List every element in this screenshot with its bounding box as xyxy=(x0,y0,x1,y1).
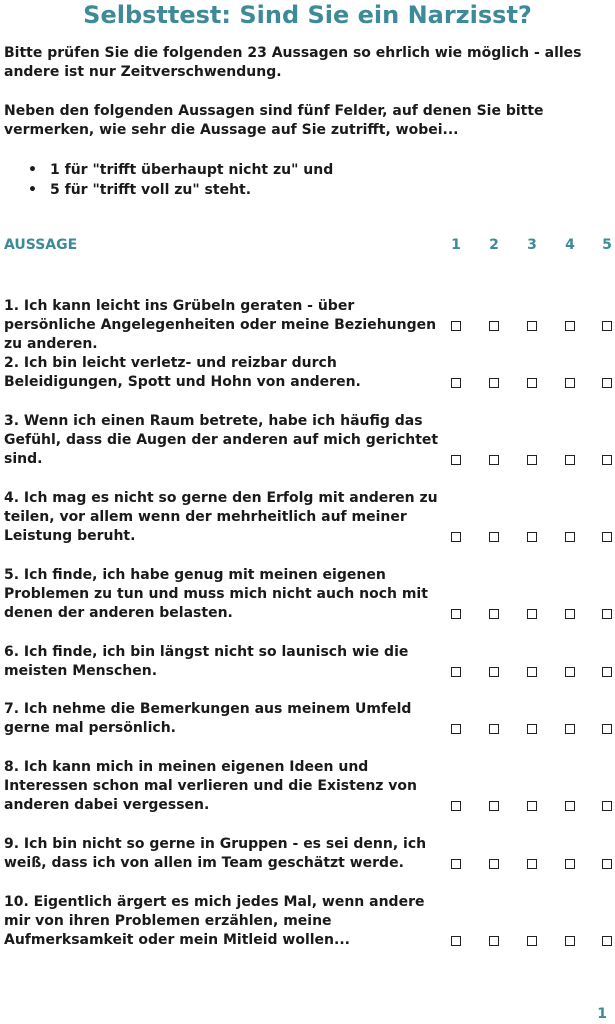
rating-checkbox-1[interactable] xyxy=(451,936,461,946)
rating-checkbox-3[interactable] xyxy=(527,724,537,734)
rating-checkbox-2[interactable] xyxy=(489,455,499,465)
page-number: 1 xyxy=(597,1006,607,1022)
scale-header-5: 5 xyxy=(602,237,612,253)
rating-checkbox-2[interactable] xyxy=(489,609,499,619)
statement-text: 5. Ich finde, ich habe genug mit meinen eigenen Problemen zu tun und muss mich nicht auch noch mit denen der anderen belasten. xyxy=(4,567,428,621)
rating-checkbox-4[interactable] xyxy=(565,378,575,388)
rating-checkbox-1[interactable] xyxy=(451,378,461,388)
scale-explanation-list xyxy=(28,160,333,200)
intro-paragraph-1: Bitte prüfen Sie die folgenden 23 Aussagen so ehrlich wie möglich - alles andere ist nur Zeitverschwendung. xyxy=(4,45,582,80)
statement-text: 10. Eigentlich ärgert es mich jedes Mal, wenn andere mir von ihren Problemen erzählen, meine Aufmerksamkeit oder mein Mitleid wollen... xyxy=(4,894,425,948)
rating-checkbox-5[interactable] xyxy=(602,378,612,388)
rating-checkbox-5[interactable] xyxy=(602,859,612,869)
rating-checkbox-1[interactable] xyxy=(451,609,461,619)
statement-text: 2. Ich bin leicht verletz- und reizbar durch Beleidigungen, Spott und Hohn von anderen. xyxy=(4,355,361,390)
rating-checkbox-2[interactable] xyxy=(489,378,499,388)
rating-checkbox-4[interactable] xyxy=(565,321,575,331)
rating-checkbox-3[interactable] xyxy=(527,532,537,542)
rating-checkbox-2[interactable] xyxy=(489,532,499,542)
rating-checkbox-3[interactable] xyxy=(527,859,537,869)
rating-checkbox-5[interactable] xyxy=(602,609,612,619)
table-header xyxy=(0,237,615,259)
scale-header-1: 1 xyxy=(451,237,461,253)
rating-checkbox-2[interactable] xyxy=(489,667,499,677)
statement-text: 7. Ich nehme die Bemerkungen aus meinem Umfeld gerne mal persönlich. xyxy=(4,701,412,736)
rating-checkbox-1[interactable] xyxy=(451,724,461,734)
rating-checkbox-4[interactable] xyxy=(565,609,575,619)
rating-checkbox-2[interactable] xyxy=(489,859,499,869)
rating-checkbox-4[interactable] xyxy=(565,859,575,869)
bullet-item: • 1 für "trifft überhaupt nicht zu" und xyxy=(28,160,333,180)
rating-checkbox-2[interactable] xyxy=(489,936,499,946)
scale-header-4: 4 xyxy=(565,237,575,253)
rating-checkbox-4[interactable] xyxy=(565,936,575,946)
rating-checkbox-3[interactable] xyxy=(527,455,537,465)
rating-checkbox-4[interactable] xyxy=(565,801,575,811)
rating-checkbox-1[interactable] xyxy=(451,455,461,465)
rating-checkbox-5[interactable] xyxy=(602,667,612,677)
statement-text: 4. Ich mag es nicht so gerne den Erfolg mit anderen zu teilen, vor allem wenn der mehrheitlich auf meiner Leistung beruht. xyxy=(4,490,438,544)
scale-header-3: 3 xyxy=(527,237,537,253)
statement-text: 1. Ich kann leicht ins Grübeln geraten - über persönliche Angelegenheiten oder meine Beziehungen zu anderen. xyxy=(4,298,437,352)
rating-checkbox-5[interactable] xyxy=(602,724,612,734)
rating-checkbox-1[interactable] xyxy=(451,667,461,677)
rating-checkbox-4[interactable] xyxy=(565,455,575,465)
rating-checkbox-5[interactable] xyxy=(602,532,612,542)
statement-text: 3. Wenn ich einen Raum betrete, habe ich häufig das Gefühl, dass die Augen der anderen auf mich gerichtet sind. xyxy=(4,413,439,467)
statement-column-header: AUSSAGE xyxy=(4,237,78,253)
statement-text: 6. Ich finde, ich bin längst nicht so launisch wie die meisten Menschen. xyxy=(4,644,409,679)
rating-checkbox-4[interactable] xyxy=(565,724,575,734)
rating-checkbox-3[interactable] xyxy=(527,936,537,946)
rating-checkbox-2[interactable] xyxy=(489,801,499,811)
rating-checkbox-3[interactable] xyxy=(527,321,537,331)
statement-text: 8. Ich kann mich in meinen eigenen Ideen und Interessen schon mal verlieren und die Existenz von anderen dabei vergessen. xyxy=(4,759,418,813)
rating-checkbox-1[interactable] xyxy=(451,859,461,869)
rating-checkbox-5[interactable] xyxy=(602,455,612,465)
page-title: Selbsttest: Sind Sie ein Narzisst? xyxy=(83,1,532,29)
rating-checkbox-4[interactable] xyxy=(565,667,575,677)
rating-checkbox-1[interactable] xyxy=(451,801,461,811)
rating-checkbox-5[interactable] xyxy=(602,801,612,811)
rating-checkbox-5[interactable] xyxy=(602,936,612,946)
rating-checkbox-2[interactable] xyxy=(489,321,499,331)
rating-checkbox-3[interactable] xyxy=(527,801,537,811)
statement-text: 9. Ich bin nicht so gerne in Gruppen - es sei denn, ich weiß, dass ich von allen im Team geschätzt werde. xyxy=(4,836,427,871)
rating-checkbox-3[interactable] xyxy=(527,378,537,388)
rating-checkbox-5[interactable] xyxy=(602,321,612,331)
rating-checkbox-2[interactable] xyxy=(489,724,499,734)
rating-checkbox-3[interactable] xyxy=(527,667,537,677)
intro-paragraph-2: Neben den folgenden Aussagen sind fünf Felder, auf denen Sie bitte vermerken, wie sehr die Aussage auf Sie zutrifft, wobei... xyxy=(4,103,544,138)
rating-checkbox-4[interactable] xyxy=(565,532,575,542)
scale-header-2: 2 xyxy=(489,237,499,253)
rating-checkbox-3[interactable] xyxy=(527,609,537,619)
rating-checkbox-1[interactable] xyxy=(451,532,461,542)
rating-checkbox-1[interactable] xyxy=(451,321,461,331)
bullet-item: • 5 für "trifft voll zu" steht. xyxy=(28,180,333,200)
